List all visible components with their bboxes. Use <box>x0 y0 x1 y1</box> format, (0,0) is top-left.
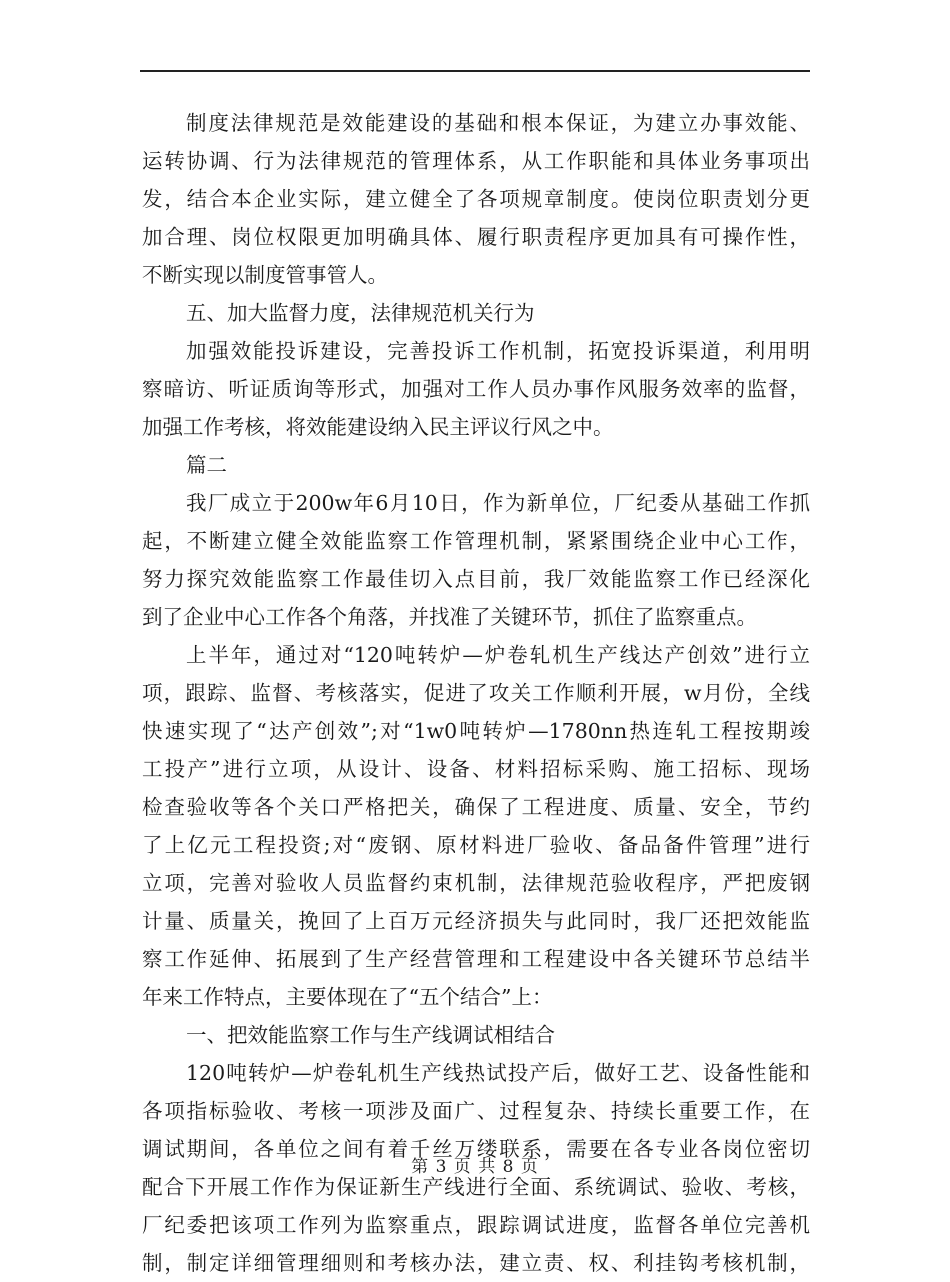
text-line: 察工作延伸、拓展到了生产经营管理和工程建设中各关键环节总结半 <box>142 947 810 971</box>
header-rule <box>140 70 810 72</box>
text-line: 我厂成立于200w年6月10日，作为新单位，厂纪委从基础工作抓 <box>186 491 810 515</box>
text-line: 加强效能投诉建设，完善投诉工作机制，拓宽投诉渠道，利用明 <box>186 339 810 363</box>
text-line: 检查验收等各个关口严格把关，确保了工程进度、质量、安全，节约 <box>142 795 810 819</box>
text-line: 加强工作考核，将效能建设纳入民主评议行风之中。 <box>142 415 614 439</box>
text-line: 努力探究效能监察工作最佳切入点目前，我厂效能监察工作已经深化 <box>142 567 810 591</box>
text-line: 项，跟踪、监督、考核落实，促进了攻关工作顺利开展，w月份，全线 <box>142 681 810 705</box>
text-line: 各项指标验收、考核一项涉及面广、过程复杂、持续长重要工作，在 <box>142 1099 810 1123</box>
text-line: 了上亿元工程投资;对“废钢、原材料进厂验收、备品备件管理”进行 <box>142 833 810 857</box>
text-line: 厂纪委把该项工作列为监察重点，跟踪调试进度，监督各单位完善机 <box>142 1213 810 1237</box>
text-line: 一、把效能监察工作与生产线调试相结合 <box>186 1023 555 1047</box>
text-line: 察暗访、听证质询等形式，加强对工作人员办事作风服务效率的监督， <box>142 377 810 401</box>
text-line: 加合理、岗位权限更加明确具体、履行职责程序更加具有可操作性， <box>142 225 810 249</box>
text-line: 发，结合本企业实际，建立健全了各项规章制度。使岗位职责划分更 <box>142 187 810 211</box>
document-body <box>142 104 810 1282</box>
text-line: 年来工作特点，主要体现在了“五个结合”上： <box>142 985 553 1009</box>
text-line: 上半年，通过对“120吨转炉—炉卷轧机生产线达产创效”进行立 <box>186 643 810 667</box>
text-line: 调试期间，各单位之间有着千丝万缕联系，需要在各专业各岗位密切 <box>142 1137 810 1161</box>
text-line: 计量、质量关，挽回了上百万元经济损失与此同时，我厂还把效能监 <box>142 909 810 933</box>
text-line: 制，制定详细管理细则和考核办法，建立责、权、利挂钩考核机制， <box>142 1251 810 1275</box>
text-line: 五、加大监督力度，法律规范机关行为 <box>186 301 535 325</box>
text-line: 制度法律规范是效能建设的基础和根本保证，为建立办事效能、 <box>186 111 810 135</box>
text-line: 篇二 <box>186 453 227 477</box>
text-line: 运转协调、行为法律规范的管理体系，从工作职能和具体业务事项出 <box>142 149 810 173</box>
text-line: 起，不断建立健全效能监察工作管理机制，紧紧围绕企业中心工作， <box>142 529 810 553</box>
text-line: 工投产”进行立项，从设计、设备、材料招标采购、施工招标、现场 <box>142 757 810 781</box>
text-line: 不断实现以制度管事管人。 <box>142 263 388 287</box>
text-line: 配合下开展工作作为保证新生产线进行全面、系统调试、验收、考核， <box>142 1175 810 1199</box>
text-line: 快速实现了“达产创效”;对“1w0吨转炉—1780nn热连轧工程按期竣 <box>142 719 810 743</box>
page-footer: 第 3 页 共 8 页 <box>411 1157 539 1177</box>
text-line: 120吨转炉—炉卷轧机生产线热试投产后，做好工艺、设备性能和 <box>186 1061 810 1085</box>
text-line: 到了企业中心工作各个角落，并找准了关键环节，抓住了监察重点。 <box>142 605 757 629</box>
text-line: 立项，完善对验收人员监督约束机制，法律规范验收程序，严把废钢 <box>142 871 810 895</box>
